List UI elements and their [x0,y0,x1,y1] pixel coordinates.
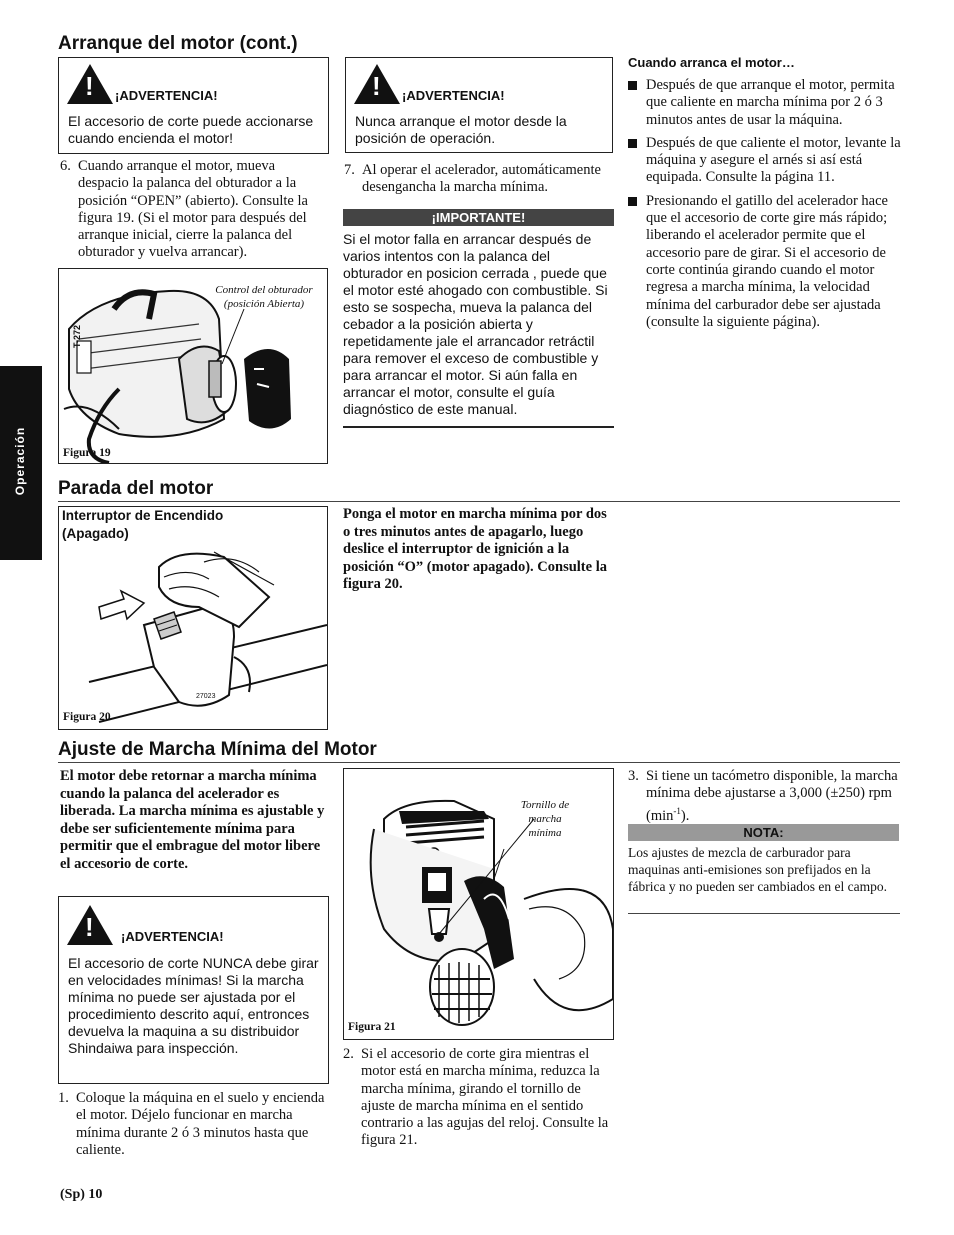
figure-caption: Control del obturador (posición Abierta) [215,284,313,310]
warning-triangle-icon: ! [67,64,113,104]
nota-rule [628,913,900,914]
bullet-text: Después de que arranque el motor, permita que caliente en marcha mínima por 2 ó 3 minutos antes de usar la máquina. [646,77,895,128]
bullet-text: Presionando el gatillo del acelerador hace que el accesorio de corte gire más rápido; liberando el acelerador permite que el accesorio pare de girar. Si el accesorio de corte continúa girando cuando el motor regresa a marcha mínima, la velocidad mínima del carburador debe ser ajustada (consulte la siguiente página). [646,192,888,330]
parada-text: Ponga el motor en marcha mínima por dos o tres minutos antes de apagarlo, luego deslice el interruptor de ignición a la posición “O” (motor apagado). Consulte la figura 20. [343,506,607,592]
step-text: Al operar el acelerador, automáticamente desengancha la marcha mínima. [362,162,601,196]
warning-box-1 [58,57,329,154]
step-text [646,768,900,825]
side-tab-label: Operación [13,426,27,496]
figure-label: Figura 20 [63,711,111,723]
warning-label: ¡ADVERTENCIA! [402,88,505,103]
ajuste-intro: El motor debe retornar a marcha mínima cuando la palanca del acelerador es liberada. La marcha mínima es ajustable y debe ser suficientemente mínima para permitir que el embrague del motor libere el accesorio de corte. [60,768,325,872]
step-number: 3. [628,768,639,784]
figure-label: Figura 21 [348,1021,396,1033]
bullet-text: Después de que caliente el motor, levante la máquina y asegure el arnés si así está equipada. Consulte la página 11. [646,134,901,186]
important-banner: ¡IMPORTANTE! [343,209,614,226]
step-1 [58,1090,326,1159]
figure-caption: Tornillo de marcha mínima [520,799,570,839]
part-number: 27023 [196,693,216,700]
step-number: 1. [58,1090,69,1106]
step-3 [628,768,900,825]
bullet-item [628,135,904,187]
ignition-switch-illustration [59,507,327,729]
step-2 [343,1046,615,1150]
warning-triangle-icon: ! [354,64,400,104]
cuando-bullets [628,77,904,331]
cuando-heading: Cuando arranca el motor… [628,55,795,70]
figure-21 [343,768,614,1040]
step-7 [344,162,614,197]
section-rule [58,501,900,502]
warning-box-3 [58,896,329,1084]
step-text-a: Si tiene un tacómetro disponible, la marcha mínima debe ajustarse a 3,000 (±250) rpm (min [646,768,898,824]
section-title-ajuste: Ajuste de Marcha Mínima del Motor [58,739,377,760]
important-text: Si el motor falla en arrancar después de varios intentos con la palanca del obturador en posicion cerrada , puede que el motor esté ahogado con combustible. Si esto se sospecha, mueva la palanca del cebador a la posición abierta y repetidamente jale el arrancador retráctil para remover el exceso de combustible y para arrancar el motor. Si aún falla en arrancar el motor, consulte el guía diagnóstico de este manual. [343,231,608,417]
step-number: 6. [60,158,71,174]
step-number: 2. [343,1046,354,1062]
warning-text: Nunca arranque el motor desde la posición de operación. [355,113,567,146]
step-superscript: -1 [673,805,681,816]
warning-triangle-icon: ! [67,905,113,945]
warning-box-2 [345,57,613,153]
warning-text: El accesorio de corte puede accionarse cuando encienda el motor! [68,113,314,146]
warning-label: ¡ADVERTENCIA! [115,88,218,103]
engine-badge: T-272 [72,324,82,348]
bullet-item [628,77,904,129]
step-text: Cuando arranque el motor, mueva despacio la palanca del obturador a la posición “OPEN” (abierto). Consulte la figura 19. (Si el motor para después del arranque inicial, cierre la palanca del obturador y vuelva arrancar). [78,158,308,261]
step-number: 7. [344,162,355,178]
nota-banner: NOTA: [628,824,899,841]
section-title-arranque: Arranque del motor (cont.) [58,33,298,54]
section-title-parada: Parada del motor [58,478,214,499]
figure-20 [58,506,328,730]
step-text: Si el accesorio de corte gira mientras el motor está en marcha mínima, reduzca la marcha mínima, girando el tornillo de ajuste de marcha mínima en el sentido contrario a las agujas del reloj. Consulte la figura 21. [361,1046,609,1149]
side-tab [0,366,42,560]
nota-text: Los ajustes de mezcla de carburador para maquinas anti-emisiones son prefijados en la fábrica y no pueden ser cambiados en el campo. [628,845,888,894]
page-number: (Sp) 10 [60,1187,103,1202]
figure-label: Figura 19 [63,447,111,459]
step-text-b: ). [680,807,690,824]
important-rule [343,426,614,428]
bullet-item [628,193,904,331]
warning-label: ¡ADVERTENCIA! [121,929,224,944]
figure-heading: Interruptor de Encendido (Apagado) [62,508,224,541]
section-rule [58,762,900,763]
step-text: Coloque la máquina en el suelo y encienda el motor. Déjelo funcionar en marcha mínima durante 2 ó 3 minutos hasta que caliente. [76,1090,325,1158]
step-6 [60,158,328,262]
figure-19 [58,268,328,464]
warning-text: El accesorio de corte NUNCA debe girar en velocidades mínimas! Si la marcha mínima no puede ser ajustada por el procedimiento descrito aquí, entronces devuelva la maquina a su distribuidor Shindaiwa para inspección. [68,955,319,1056]
